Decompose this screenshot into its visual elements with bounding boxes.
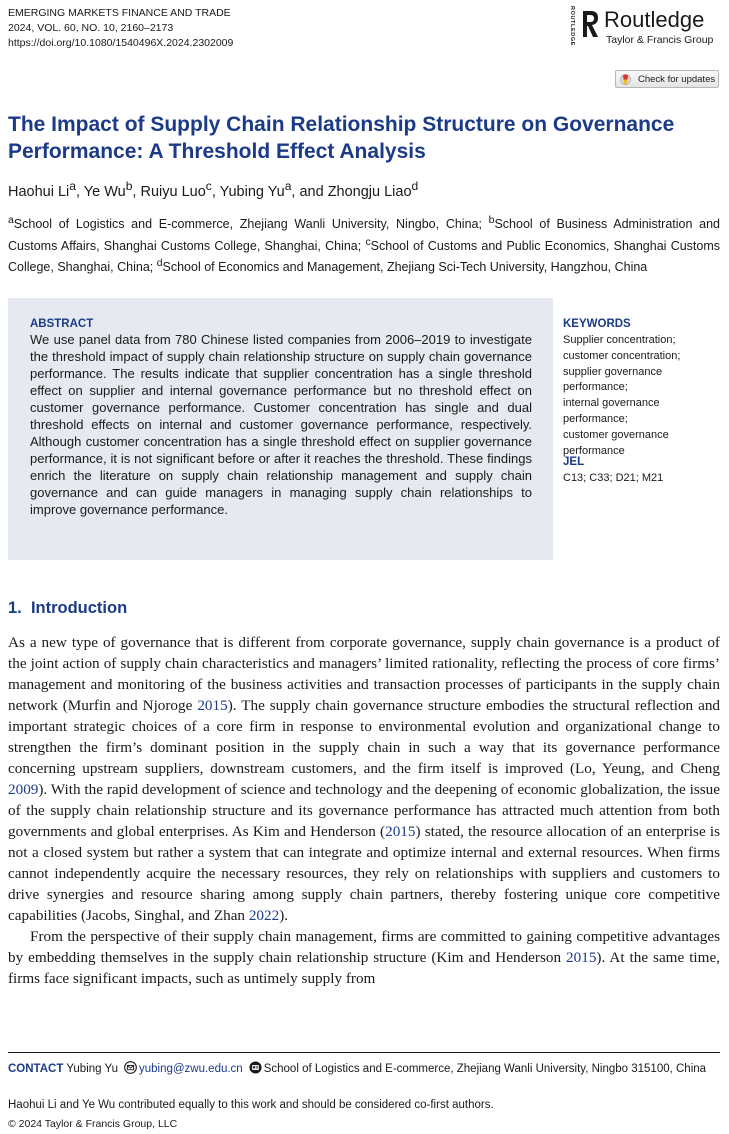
email-icon	[124, 1061, 137, 1074]
author-affil-sup: a	[284, 179, 292, 193]
keyword-item: internal governance performance;	[563, 397, 660, 425]
copyright: © 2024 Taylor & Francis Group, LLC	[8, 1118, 178, 1130]
keyword-item: customer governance performance	[563, 428, 669, 457]
check-for-updates-button[interactable]	[615, 70, 719, 88]
keywords-heading: KEYWORDS	[563, 318, 631, 330]
section-heading	[8, 599, 127, 618]
contact-info	[8, 1061, 724, 1077]
author-affil-sup: d	[411, 179, 419, 193]
affil-sup: d	[156, 258, 163, 270]
citation-link[interactable]: 2015	[385, 823, 416, 840]
contact-address: School of Logistics and E-commerce, Zhejiang Wanli University, Ningbo 315100, China	[263, 1063, 707, 1075]
author-list: Haohui Li$^a$, Ye Wu$^b$, Ruiyu Luo$^c$, Yubing Yu$^a$, and Zhongju Liao$^d$	[8, 179, 419, 200]
co-first-author-note: Haohui Li and Ye Wu contributed equally to this work and should be considered co-first authors.	[8, 1099, 494, 1111]
author-affil-sup: a	[69, 179, 76, 193]
author-affil-sup: b	[125, 179, 133, 193]
footer-divider	[8, 1052, 720, 1053]
keyword-item: customer concentration;	[563, 349, 681, 362]
crossmark-icon	[620, 74, 631, 85]
section-number: 1.	[8, 599, 22, 617]
jel-heading: JEL	[563, 456, 585, 468]
jel-codes: C13; C33; D21; M21	[563, 472, 664, 484]
affiliation-text: School of Customs and Public Economics, Shanghai Customs College, Shanghai, China;	[8, 238, 721, 275]
contact-name: Yubing Yu	[66, 1063, 118, 1075]
citation-link[interactable]: 2009	[8, 781, 39, 798]
author-name[interactable]: Zhongju Liao	[327, 183, 412, 200]
journal-name: EMERGING MARKETS FINANCE AND TRADE	[8, 7, 231, 19]
section-title: Introduction	[30, 599, 128, 617]
paragraph: As a new type of governance that is different from corporate governance, supply chain governance is a product of the joint action of supply chain characteristics and managers’ limited rationality, reflecting the process of core firms’ management and monitoring of the business activities and transaction processes of participants in the supply chain network (Murfin and Njoroge 2015). The supply chain governance structure embodies the structural reflection and important strategic choices of a core firm in response to environmental evolution and organizational change to strengthen the firm’s dominant position in the supply chain in such a way that its governance performance concerning upstream suppliers, downstream customers, and the firm itself is improved (Lo, Yeung, and Cheng 2009). With the rapid development of science and technology and the deepening of economic globalization, the issue of the supply chain relationship structure and its governance performance has attracted much attention from both governments and global enterprises. As Kim and Henderson (2015) stated, the resource allocation of an enterprise is not a closed system but rather a system that can integrate and optimize internal and external resources. When firms cannot independently acquire the necessary resources, they rely on relationships with suppliers and customers to drive synergies and resource sharing among supply chain partners, thereby fostering unique core competitive capabilities (Jacobs, Singhal, and Zhan 2022).	[8, 634, 721, 924]
keyword-item: supplier governance performance;	[563, 365, 663, 394]
affil-sup: b	[488, 215, 495, 226]
address-icon	[249, 1061, 262, 1074]
citation-link[interactable]: 2015	[197, 697, 228, 714]
journal-info	[8, 6, 233, 51]
affiliation-text: School of Business Administration and Customs Affairs, Shanghai Customs College, Shanghai, China;	[8, 217, 720, 253]
routledge-r-icon	[580, 9, 600, 39]
citation-link[interactable]: 2022	[248, 907, 280, 924]
journal-doi[interactable]: https://doi.org/10.1080/1540496X.2024.2302009	[8, 37, 234, 49]
affiliations	[8, 212, 720, 277]
keywords-list	[563, 333, 723, 459]
author-name[interactable]: Yubing Yu	[219, 183, 285, 200]
affil-sup: a	[8, 215, 14, 226]
abstract-heading: ABSTRACT	[30, 318, 94, 330]
citation-link[interactable]: 2015	[566, 949, 597, 966]
affiliation-text: School of Logistics and E-commerce, Zhejiang Wanli University, Ningbo, China;	[13, 217, 489, 232]
contact-label: CONTACT	[8, 1063, 64, 1075]
author-name[interactable]: Ruiyu Luo	[140, 183, 206, 200]
author-name[interactable]: Ye Wu	[83, 183, 126, 200]
publisher-vertical-label: ROUTLEDGE	[568, 6, 575, 46]
journal-volume: 2024, VOL. 60, NO. 10, 2160–2173	[8, 22, 174, 34]
affil-sup: c	[365, 236, 371, 248]
contact-email-link[interactable]: yubing@zwu.edu.cn	[138, 1063, 243, 1075]
publisher-logo	[568, 6, 722, 48]
paragraph: From the perspective of their supply chain management, firms are committed to gaining competitive advantages by embedding themselves in the supply chain relationship structure (Kim and Henderson 2015). At the same time, firms face significant impacts, such as untimely supply from	[8, 928, 720, 987]
author-name[interactable]: Haohui Li	[8, 183, 70, 200]
check-for-updates-label: Check for updates	[638, 74, 716, 85]
affiliation-text: School of Economics and Management, Zhejiang Sci-Tech University, Hangzhou, China	[162, 260, 648, 275]
keyword-item: Supplier concentration;	[563, 334, 676, 346]
abstract-text: We use panel data from 780 Chinese listed companies from 2006–2019 to investigate the threshold impact of supply chain relationship structure on supply chain governance performance. The results indicate that supplier concentration has a single threshold effect on supplier and internal governance performance but no threshold effect on customer governance performance. Customer concentration has single and dual threshold effects on internal and customer governance performance, respectively. Although customer concentration has a single threshold effect on supplier governance performance, it is not significant before or after it reaches the threshold. These findings enrich the literature on supply chain relationship management and supply chain governance and can guide managers in managing supply chain relationships to improve governance performance.	[30, 332, 532, 517]
article-title: The Impact of Supply Chain Relationship Structure on Governance Performance: A Threshold Effect Analysis	[8, 113, 675, 163]
author-affil-sup: c	[205, 179, 212, 193]
abstract-panel	[8, 298, 553, 560]
publisher-name: Routledge	[604, 7, 705, 32]
publisher-group: Taylor & Francis Group	[606, 34, 714, 46]
body-text	[8, 632, 720, 989]
